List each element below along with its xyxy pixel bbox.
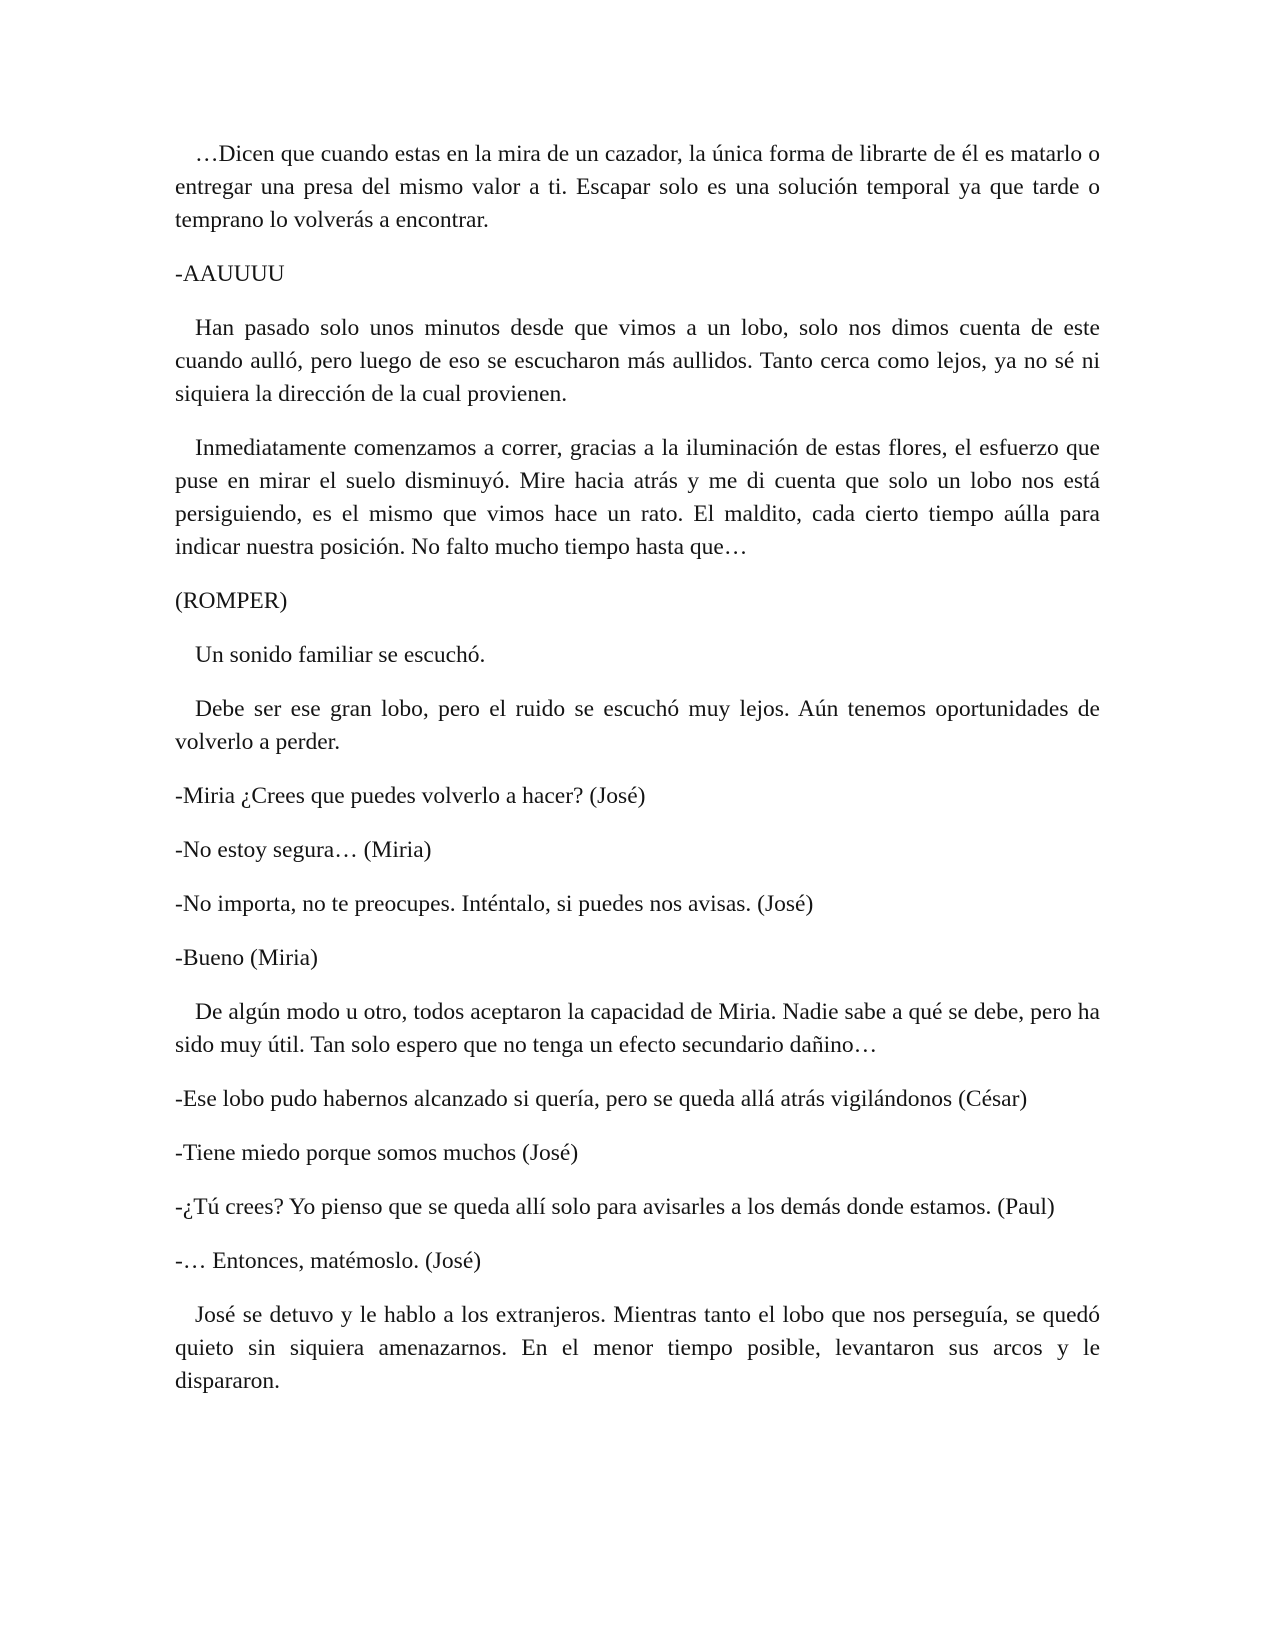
paragraph: José se detuvo y le hablo a los extranjeros. Mientras tanto el lobo que nos perseguía, se quedó quieto sin siquiera amenazarnos. En el menor tiempo posible, levantaron sus arcos y le dispararon.: [175, 1302, 1100, 1394]
dialogue-line: -No estoy segura… (Miria): [175, 837, 432, 863]
dialogue-line: -Tiene miedo porque somos muchos (José): [175, 1140, 579, 1166]
dialogue-line: -… Entonces, matémoslo. (José): [175, 1248, 482, 1274]
dialogue-line: -No importa, no te preocupes. Inténtalo, si puedes nos avisas. (José): [175, 891, 814, 917]
dialogue-line: -Ese lobo pudo habernos alcanzado si quería, pero se queda allá atrás vigilándonos (César): [175, 1086, 1028, 1112]
paragraph: Han pasado solo unos minutos desde que vimos a un lobo, solo nos dimos cuenta de este cuando aulló, pero luego de eso se escucharon más aullidos. Tanto cerca como lejos, ya no sé ni siquiera la dirección de la cual provienen.: [175, 315, 1100, 407]
paragraph: Debe ser ese gran lobo, pero el ruido se escuchó muy lejos. Aún tenemos oportunidades de volverlo a perder.: [175, 696, 1100, 755]
sound-effect-line: (ROMPER): [175, 588, 288, 614]
paragraph: Un sonido familiar se escuchó.: [195, 642, 486, 668]
document-page: [175, 138, 1100, 1419]
paragraph: Inmediatamente comenzamos a correr, gracias a la iluminación de estas flores, el esfuerzo que puse en mirar el suelo disminuyó. Mire hacia atrás y me di cuenta que solo un lobo nos está persiguiendo, es el mismo que vimos hace un rato. El maldito, cada cierto tiempo aúlla para indicar nuestra posición. No falto mucho tiempo hasta que…: [175, 435, 1100, 560]
dialogue-line: -Miria ¿Crees que puedes volverlo a hacer? (José): [175, 783, 646, 809]
dialogue-line: -¿Tú crees? Yo pienso que se queda allí solo para avisarles a los demás donde estamos. (Paul): [175, 1194, 1055, 1220]
dialogue-line: -Bueno (Miria): [175, 945, 318, 971]
paragraph: …Dicen que cuando estas en la mira de un cazador, la única forma de librarte de él es matarlo o entregar una presa del mismo valor a ti. Escapar solo es una solución temporal ya que tarde o temprano lo volverás a encontrar.: [175, 141, 1100, 233]
dialogue-line: -AAUUUU: [175, 261, 285, 287]
paragraph: De algún modo u otro, todos aceptaron la capacidad de Miria. Nadie sabe a qué se debe, pero ha sido muy útil. Tan solo espero que no tenga un efecto secundario dañino…: [175, 999, 1100, 1058]
